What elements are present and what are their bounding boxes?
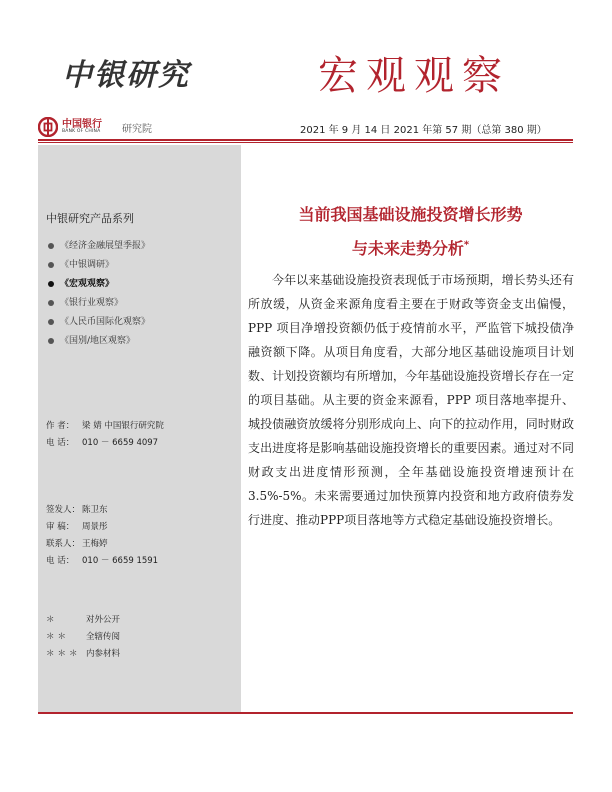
reviewer-line: 审 稿： 周景彤 <box>46 522 108 532</box>
series-item: 《人民币国际化观察》 <box>48 314 150 327</box>
header-divider <box>38 139 573 141</box>
series-item: 《银行业观察》 <box>48 295 123 308</box>
report-title-line1: 当前我国基础设施投资增长形势 <box>298 205 523 224</box>
classification-public: ＊ 对外公开 <box>46 615 121 625</box>
bank-name-en: BANK OF CHINA <box>62 129 101 134</box>
bullet-icon <box>48 338 54 344</box>
series-item: 《中银调研》 <box>48 257 114 270</box>
bullet-icon <box>48 281 54 287</box>
date-issue-line: 2021 年 9 月 14 日 2021 年第 57 期（总第 380 期） <box>300 125 547 136</box>
author-phone-line: 电 话： 010 － 6659 4097 <box>46 438 159 448</box>
contact-line: 联系人： 王梅婷 <box>46 539 108 549</box>
footnote-mark: * <box>463 239 470 251</box>
author-line: 作 者： 梁 婧 中国银行研究院 <box>46 421 164 431</box>
signer-line: 签发人： 陈卫东 <box>46 505 108 515</box>
bullet-icon <box>48 262 54 268</box>
bullet-icon <box>48 300 54 306</box>
institute-label: 研究院 <box>122 124 152 135</box>
bullet-icon <box>48 243 54 249</box>
bullet-icon <box>48 319 54 325</box>
series-item: 《经济金融展望季报》 <box>48 238 150 251</box>
bank-name-cn: 中国银行 <box>62 119 102 130</box>
report-series-title: 宏观观察 <box>318 53 510 99</box>
report-title-line2: 与未来走势分析* <box>351 239 470 258</box>
classification-internal: ＊＊ 全辖传阅 <box>46 632 121 642</box>
bank-of-china-logo-icon <box>38 117 58 137</box>
series-title: 中银研究产品系列 <box>46 212 134 225</box>
classification-confidential: ＊＊＊ 内参材料 <box>46 649 121 659</box>
series-item-active: 《宏观观察》 <box>48 276 114 289</box>
footer-divider <box>38 712 573 714</box>
summary-paragraph: 今年以来基础设施投资表现低于市场预期，增长势头还有所放缓，从资金来源角度看主要在于财政等资金支出偏慢，PPP 项目净增投资额仍低于疫情前水平，严监管下城投债净融资额下降。从项目角度看，大部分地区基础设施项目计划数、计划投资额均有所增加，今年基础设施投资增长存在一定的项目基础。从主要的资金来源看，PPP 项目落地率提升、城投债融资放缓将分别形成向上、向下的拉动作用，同时财政支出进度将是影响基础设施投资增长的重要因素。通过对不同财政支出进度情形预测，全年基础设施投资增速预计在 3.5%-5%。未来需要通过加快预算内投资和地方政府债券发行进度、推动PPP项目落地等方式稳定基础设施投资增长。 <box>248 273 574 527</box>
brand-calligraphy-logo: 中银研究 <box>62 58 190 93</box>
header-divider-thin <box>38 142 573 143</box>
contact-phone-line: 电 话： 010 － 6659 1591 <box>46 556 159 566</box>
series-item: 《国别/地区观察》 <box>48 333 135 346</box>
